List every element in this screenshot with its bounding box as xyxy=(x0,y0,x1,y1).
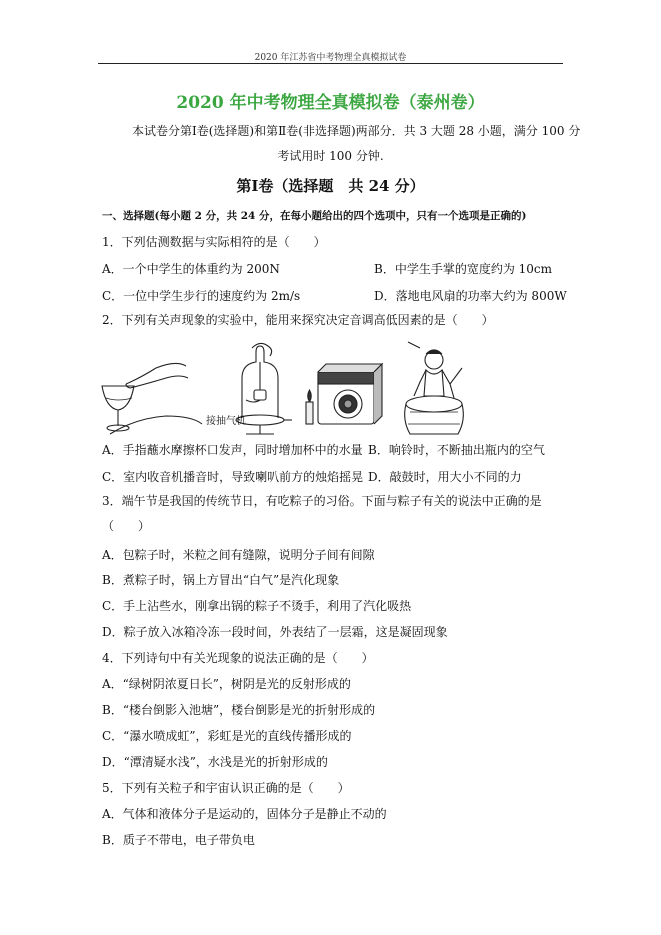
question-4-option-a: A．“绿树阴浓夏日长”，树阴是光的反射形成的 xyxy=(102,677,351,691)
question-3-option-d: D．粽子放入冰箱冷冻一段时间，外表结了一层霜，这是凝固现象 xyxy=(102,625,448,639)
question-4-option-c: C．“瀑水喷成虹”，彩虹是光的直线传播形成的 xyxy=(102,729,352,743)
question-3-option-c: C．手上沾些水，刚拿出锅的粽子不烫手，利用了汽化吸热 xyxy=(102,599,412,613)
question-5-stem: 5．下列有关粒子和宇宙认识正确的是（ ） xyxy=(102,781,350,795)
drum-figure xyxy=(405,342,464,434)
question-4-option-b: B．“楼台倒影入池塘”，楼台倒影是光的折射形成的 xyxy=(102,703,376,717)
pump-label: 接抽气机 xyxy=(206,416,246,427)
intro-line-2: 考试用时 100 分钟. xyxy=(277,149,384,163)
header-rule xyxy=(98,63,563,64)
question-4-stem: 4．下列诗句中有关光现象的说法正确的是（ ） xyxy=(102,651,374,665)
question-2-stem: 2．下列有关声现象的实验中，能用来探究决定音调高低因素的是（ ） xyxy=(102,313,494,327)
question-1-option-c: C．一位中学生步行的速度约为 2m/s xyxy=(102,289,301,303)
question-3-option-b: B．煮粽子时，锅上方冒出“白气”是汽化现象 xyxy=(102,573,340,587)
section-heading: 第Ⅰ卷（选择题 共 24 分） xyxy=(236,177,425,195)
question-5-option-b: B．质子不带电，电子带负电 xyxy=(102,833,255,847)
question-2-option-a: A．手指蘸水摩擦杯口发声，同时增加杯中的水量 xyxy=(102,443,363,457)
question-1-stem: 1．下列估测数据与实际相符的是（ ） xyxy=(102,235,326,249)
exam-title: 2020 年中考物理全真模拟卷（泰州卷） xyxy=(176,93,485,113)
question-1-option-b: B．中学生手掌的宽度约为 10cm xyxy=(374,262,553,276)
running-header: 2020 年江苏省中考物理全真模拟试卷 xyxy=(254,53,407,63)
question-3-stem-cont: （ ） xyxy=(102,519,151,533)
intro-line-1: 本试卷分第Ⅰ卷(选择题)和第Ⅱ卷(非选择题)两部分．共 3 大题 28 小题，满分 100 分 xyxy=(132,124,581,138)
question-1-option-d: D．落地电风扇的功率大约为 800W xyxy=(374,289,567,303)
question-3-stem: 3．端午节是我国的传统节日，有吃粽子的习俗。下面与粽子有关的说法中正确的是 xyxy=(102,494,542,508)
radio-candle-figure xyxy=(306,364,382,424)
question-4-option-d: D．“潭清疑水浅”，水浅是光的折射形成的 xyxy=(102,755,328,769)
sound-experiments-figure xyxy=(96,338,476,438)
section-instructions: 一、选择题(每小题 2 分，共 24 分，在每小题给出的四个选项中，只有一个选项是正确的) xyxy=(102,210,527,222)
question-2-option-b: B．响铃时，不断抽出瓶内的空气 xyxy=(368,443,545,457)
question-5-option-a: A．气体和液体分子是运动的，固体分子是静止不动的 xyxy=(102,807,387,821)
question-2-option-c: C．室内收音机播音时，导致喇叭前方的烛焰摇晃 xyxy=(102,470,364,484)
question-2-option-d: D．敲鼓时，用大小不同的力 xyxy=(368,470,522,484)
wine-glass-figure xyxy=(102,363,202,434)
question-3-option-a: A．包粽子时，米粒之间有缝隙，说明分子间有间隙 xyxy=(102,548,375,562)
question-1-option-a: A．一个中学生的体重约为 200N xyxy=(102,262,280,276)
